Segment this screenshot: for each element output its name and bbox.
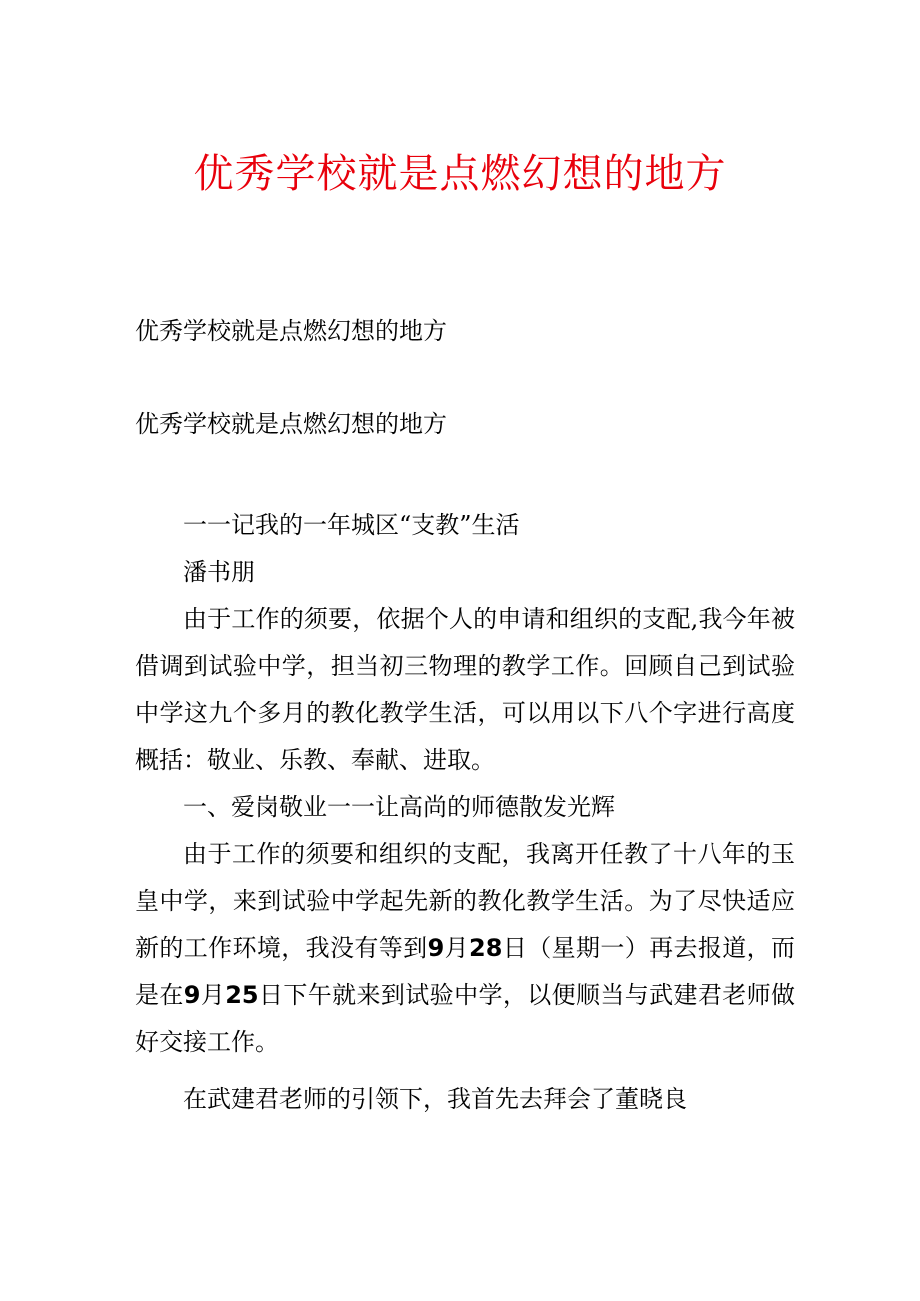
page-title: 优秀学校就是点燃幻想的地方 bbox=[193, 151, 727, 197]
date-month-2: 9 bbox=[183, 981, 201, 1009]
article-body bbox=[135, 502, 795, 1123]
date-month-1: 9 bbox=[427, 934, 445, 962]
paragraph-1: 由于工作的须要，依据个人的申请和组织的支配,我今年被借调到试验中学，担当初三物理的教学工作。回顾自己到试验中学这九个多月的教化教学生活，可以用以下八个字进行高度概括：敬业、乐教、奉献、进取。 bbox=[135, 605, 795, 774]
section-heading-1: 一、爱岗敬业一一让高尚的师德散发光辉 bbox=[183, 793, 615, 821]
subheading: 一一记我的一年城区“支教”生活 bbox=[183, 511, 520, 539]
paragraph-2-text-e: 日下午就来到试验中学，以便顺当与武建君老师做好交接工作。 bbox=[135, 981, 796, 1056]
subtitle-1: 优秀学校就是点燃幻想的地方 bbox=[135, 317, 447, 345]
subtitle-2: 优秀学校就是点燃幻想的地方 bbox=[135, 410, 447, 438]
date-day-2: 25 bbox=[225, 981, 259, 1009]
paragraph-2-text-d: 月 bbox=[200, 981, 226, 1009]
date-day-1: 28 bbox=[469, 934, 503, 962]
paragraph-3: 在武建君老师的引领下，我首先去拜会了董晓良 bbox=[183, 1085, 687, 1113]
paragraph-2-text-b: 月 bbox=[444, 934, 470, 962]
author: 潘书朋 bbox=[183, 558, 255, 586]
paragraph-2 bbox=[135, 831, 795, 1066]
paragraph-2-text-a: 由于工作的须要和组织的支配，我离开任教了十八年的玉皇中学，来到试验中学起先新的教化教学生活。为了尽快适应新的工作环境，我没有等到 bbox=[135, 840, 795, 962]
paragraph-2-text-c: 日（星期一）再去报道，而是在 bbox=[135, 934, 796, 1009]
